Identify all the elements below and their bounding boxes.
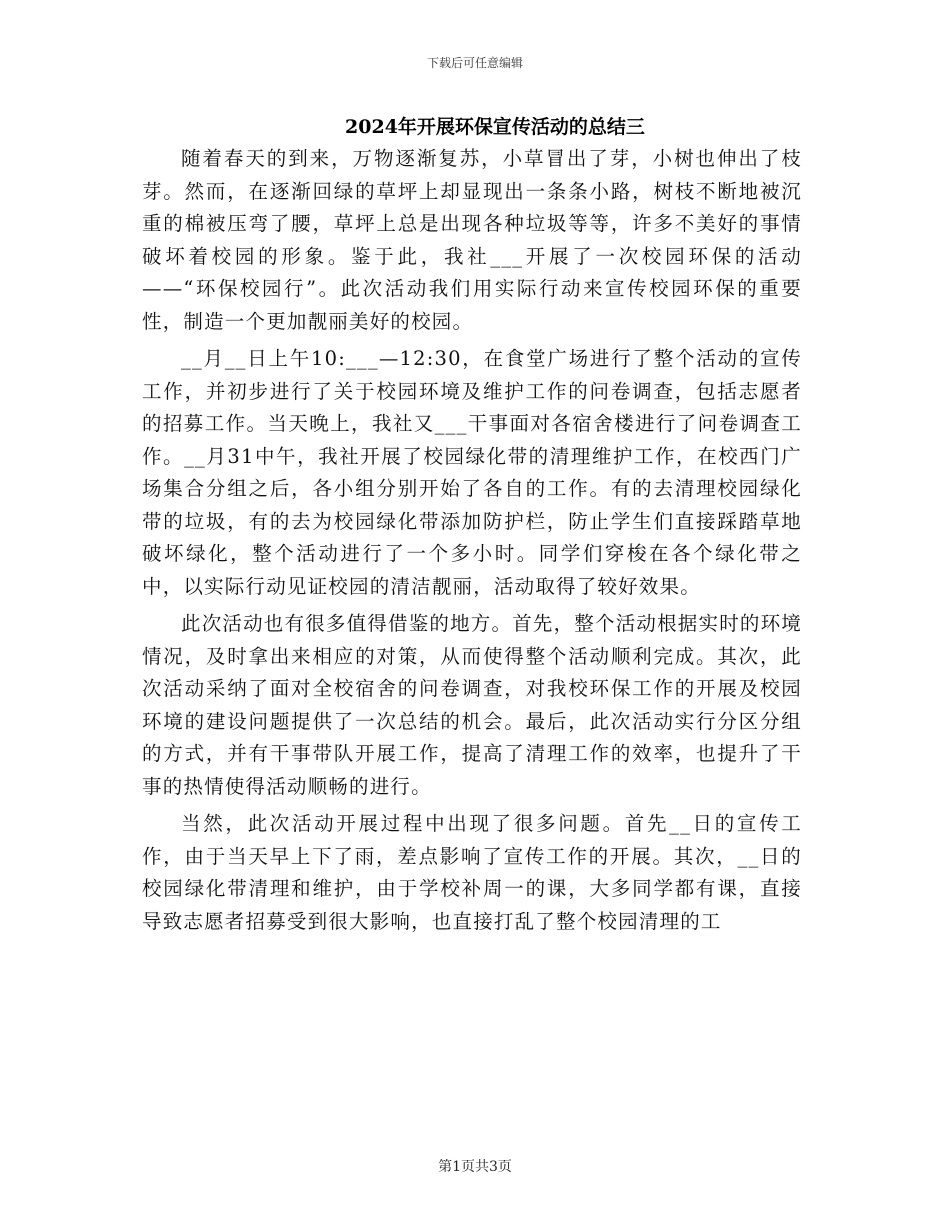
paragraph-2: __月__日上午10:___—12:30，在食堂广场进行了整个活动的宣传工作，并初步进行了关于校园环境及维护工作的问卷调查，包括志愿者的招募工作。当天晚上，我社又___干事面对各宿舍楼进行了问卷调查工作。__月31中午，我社开展了校园绿化带的清理维护工作，在校西门广场集合分组之后，各小组分别开始了各自的工作。有的去清理校园绿化带的垃圾，有的去为校园绿化带添加防护栏，防止学生们直接踩踏草地破坏绿化，整个活动进行了一个多小时。同学们穿梭在各个绿化带之中，以实际行动见证校园的清洁靓丽，活动取得了较好效果。	[142, 347, 802, 598]
paragraph-3: 此次活动也有很多值得借鉴的地方。首先，整个活动根据实时的环境情况，及时拿出来相应的对策，从而使得整个活动顺利完成。其次，此次活动采纳了面对全校宿舍的问卷调查，对我校环保工作的开展及校园环境的建设问题提供了一次总结的机会。最后，此次活动实行分区分组的方式，并有干事带队开展工作，提高了清理工作的效率，也提升了干事的热情使得活动顺畅的进行。	[142, 612, 803, 798]
document-title: 2024年开展环保宣传活动的总结三	[345, 116, 645, 138]
header-note: 下载后可任意编辑	[426, 56, 523, 70]
document-body	[142, 143, 802, 943]
paragraph-4: 当然，此次活动开展过程中出现了很多问题。首先__日的宣传工作，由于当天早上下了雨，差点影响了宣传工作的开展。其次，__日的校园绿化带清理和维护，由于学校补周一的课，大多同学都有课，直接导致志愿者招募受到很大影响，也直接打乱了整个校园清理的工	[142, 812, 802, 933]
paragraph-1: 随着春天的到来，万物逐渐复苏，小草冒出了芽，小树也伸出了枝芽。然而，在逐渐回绿的草坪上却显现出一条条小路，树枝不断地被沉重的棉被压弯了腰，草坪上总是出现各种垃圾等等，许多不美好的事情破坏着校园的形象。鉴于此，我社___开展了一次校园环保的活动——“环保校园行”。此次活动我们用实际行动来宣传校园环保的重要性，制造一个更加靓丽美好的校园。	[142, 147, 802, 333]
page-number: 第1页共3页	[438, 1159, 512, 1175]
